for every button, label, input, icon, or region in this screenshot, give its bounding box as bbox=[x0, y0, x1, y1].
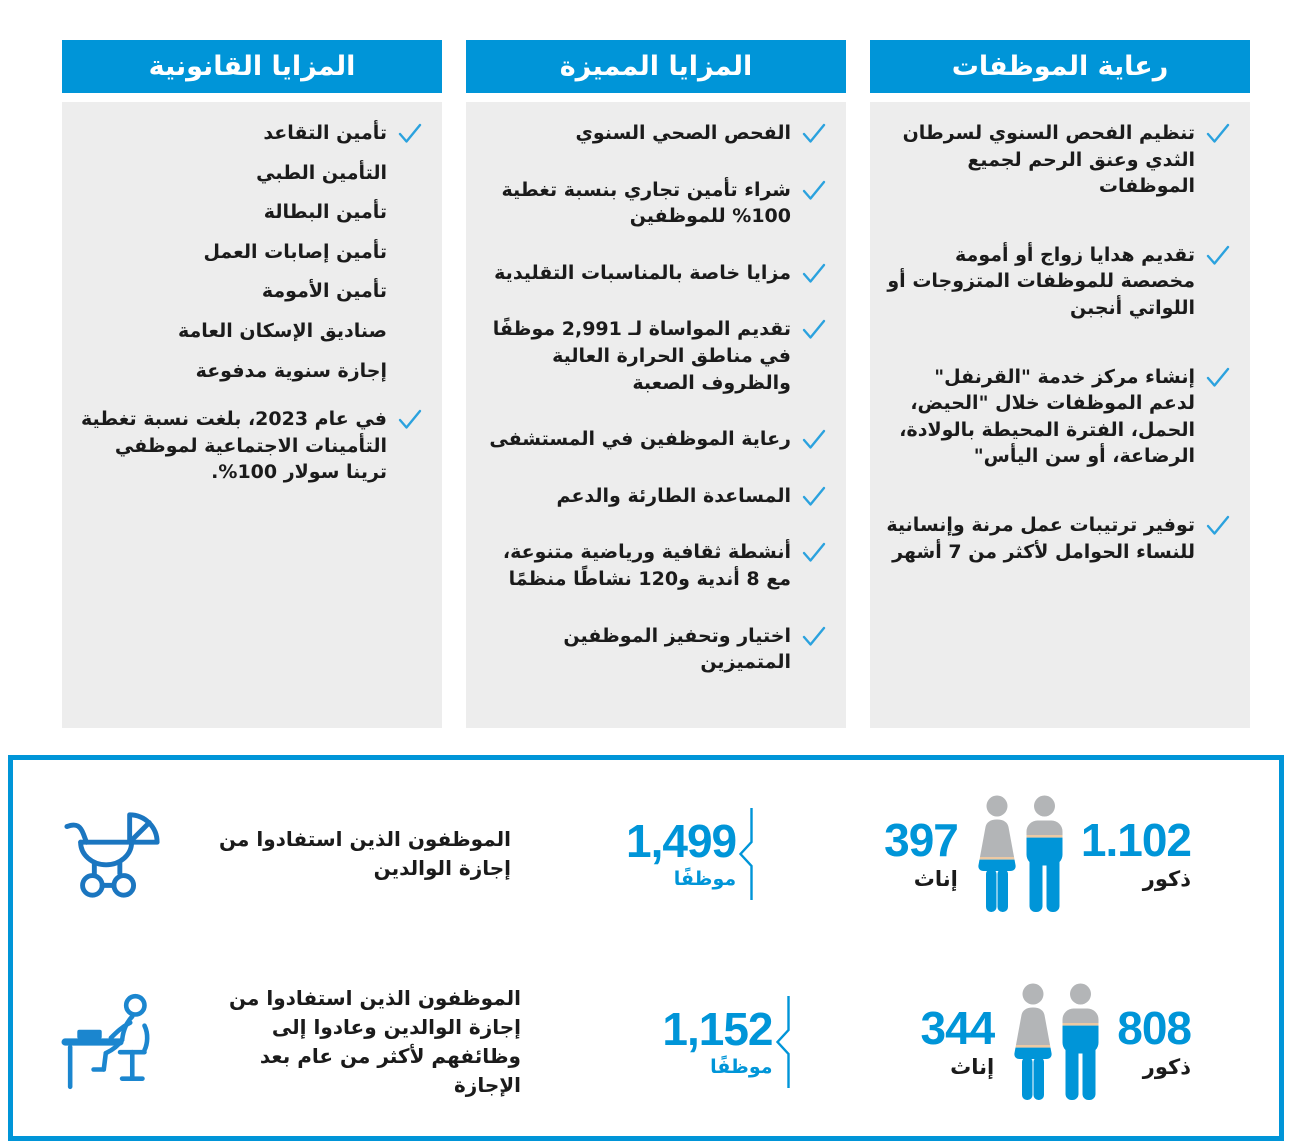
males-count-block bbox=[1080, 814, 1191, 891]
benefit-item-text: تأمين الأمومة bbox=[261, 280, 387, 303]
females-count-block bbox=[920, 1002, 995, 1079]
checkmark-icon bbox=[1204, 512, 1230, 536]
benefit-item-text: أنشطة ثقافية ورياضية متنوعة، مع 8 أندية و120 نشاطًا منظمًا bbox=[502, 541, 791, 590]
males-label: ذكور bbox=[1142, 867, 1191, 891]
benefit-item bbox=[76, 120, 422, 147]
column-special-benefits-title: المزايا المميزة bbox=[466, 40, 846, 93]
benefit-item-text: تأمين التقاعد bbox=[263, 122, 387, 144]
females-count-block bbox=[884, 814, 958, 891]
female-figure-icon bbox=[1008, 983, 1058, 1101]
column-legal-benefits bbox=[62, 40, 442, 728]
benefit-item bbox=[76, 239, 422, 266]
benefit-item bbox=[884, 242, 1230, 322]
males-label: ذكور bbox=[1142, 1055, 1191, 1079]
benefit-item bbox=[480, 483, 826, 510]
person-at-desk-icon bbox=[61, 991, 173, 1093]
females-count: 397 bbox=[884, 814, 958, 866]
check-spacer bbox=[396, 318, 422, 321]
total-unit: موظفًا bbox=[710, 1056, 773, 1078]
stat-row-label: الموظفون الذين استفادوا من إجازة الوالدين وعادوا إلى وظائفهم لأكثر من عام بعد الإجازة bbox=[229, 986, 521, 1097]
female-figure-icon bbox=[972, 795, 1022, 913]
check-spacer bbox=[396, 199, 422, 202]
column-legal-benefits-body bbox=[62, 102, 442, 728]
checkmark-icon bbox=[800, 539, 826, 563]
benefit-item bbox=[76, 199, 422, 226]
males-count-block bbox=[1117, 1002, 1191, 1079]
total-block bbox=[662, 1003, 773, 1078]
benefit-item-text: اختيار وتحفيز الموظفين المتميزين bbox=[563, 624, 791, 674]
males-count: 1.102 bbox=[1080, 814, 1191, 866]
male-figure-icon bbox=[1022, 795, 1067, 913]
total-count: 1,499 bbox=[626, 815, 737, 867]
checkmark-icon bbox=[800, 623, 826, 647]
brace-divider bbox=[736, 806, 754, 902]
parental-leave-panel bbox=[8, 755, 1284, 1141]
benefit-item bbox=[480, 260, 826, 287]
column-employee-care-title: رعاية الموظفات bbox=[870, 40, 1250, 93]
benefit-item bbox=[884, 364, 1230, 470]
column-employee-care bbox=[870, 40, 1250, 728]
benefit-item bbox=[480, 623, 826, 676]
checkmark-icon bbox=[396, 406, 422, 430]
females-label: إناث bbox=[913, 867, 958, 891]
male-figure-icon bbox=[1058, 983, 1103, 1101]
checkmark-icon bbox=[1204, 364, 1230, 388]
benefit-item-text: تنظيم الفحص السنوي لسرطان الثدي وعنق الرحم لجميع الموظفات bbox=[902, 122, 1195, 198]
check-spacer bbox=[396, 239, 422, 242]
benefit-item bbox=[76, 160, 422, 187]
benefit-item-text: رعاية الموظفين في المستشفى bbox=[489, 428, 791, 451]
stat-row-benefited bbox=[13, 760, 1279, 948]
benefit-item bbox=[884, 512, 1230, 565]
benefit-item-text: مزايا خاصة بالمناسبات التقليدية bbox=[494, 261, 791, 284]
benefit-item-text: شراء تأمين تجاري بنسبة تغطية 100% للموظفين bbox=[501, 178, 791, 228]
checkmark-icon bbox=[800, 483, 826, 507]
column-special-benefits-body bbox=[466, 102, 846, 728]
benefit-item-text: في عام 2023، بلغت نسبة تغطية التأمينات الاجتماعية لموظفي ترينا سولار 100%. bbox=[80, 408, 387, 484]
checkmark-icon bbox=[800, 426, 826, 450]
benefit-item-text: تقديم المواساة لـ 2,991 موظفًا في مناطق الحرارة العالية والظروف الصعبة bbox=[492, 318, 791, 394]
benefit-item-text: تأمين إصابات العمل bbox=[203, 240, 387, 263]
column-special-benefits bbox=[466, 40, 846, 728]
stat-row-label: الموظفون الذين استفادوا من إجازة الوالدين bbox=[219, 827, 511, 880]
stat-row-returned bbox=[13, 948, 1279, 1136]
total-block bbox=[626, 815, 737, 890]
column-employee-care-body bbox=[870, 102, 1250, 728]
males-group bbox=[1022, 795, 1191, 913]
benefit-item-text: توفير ترتيبات عمل مرنة وإنسانية للنساء الحوامل لأكثر من 7 أشهر bbox=[886, 513, 1195, 563]
checkmark-icon bbox=[800, 120, 826, 144]
check-spacer bbox=[396, 358, 422, 361]
brace-divider bbox=[773, 994, 791, 1090]
benefit-item bbox=[480, 120, 826, 147]
benefit-item-text: التأمين الطبي bbox=[256, 161, 387, 184]
checkmark-icon bbox=[396, 120, 422, 144]
check-spacer bbox=[396, 160, 422, 163]
benefit-item bbox=[76, 318, 422, 345]
females-count: 344 bbox=[920, 1002, 995, 1054]
checkmark-icon bbox=[1204, 242, 1230, 266]
benefit-item-text: تقديم هدايا زواج أو أمومة مخصصة للموظفات المتزوجات أو اللواتي أنجبن bbox=[887, 243, 1195, 319]
benefit-item bbox=[76, 358, 422, 385]
benefit-item bbox=[480, 316, 826, 396]
checkmark-icon bbox=[1204, 120, 1230, 144]
males-count: 808 bbox=[1117, 1002, 1191, 1054]
column-legal-benefits-title: المزايا القانونية bbox=[62, 40, 442, 93]
females-group bbox=[884, 795, 1022, 913]
benefit-item-text: الفحص الصحي السنوي bbox=[575, 122, 791, 144]
benefit-item bbox=[76, 278, 422, 305]
benefit-item bbox=[480, 426, 826, 453]
check-spacer bbox=[396, 278, 422, 281]
checkmark-icon bbox=[800, 316, 826, 340]
benefit-item-text: إنشاء مركز خدمة "القرنفل" لدعم الموظفات خلال "الحيض، الحمل، الفترة المحيطة بالولادة، الرضاعة، أو سن اليأس" bbox=[899, 365, 1195, 468]
benefit-item-text: المساعدة الطارئة والدعم bbox=[556, 484, 791, 507]
females-label: إناث bbox=[950, 1055, 995, 1079]
benefit-item-text: إجازة سنوية مدفوعة bbox=[195, 359, 387, 382]
females-group bbox=[921, 983, 1059, 1101]
benefit-item bbox=[76, 406, 422, 486]
checkmark-icon bbox=[800, 177, 826, 201]
benefit-item bbox=[480, 539, 826, 592]
benefit-item bbox=[480, 177, 826, 230]
total-unit: موظفًا bbox=[673, 868, 737, 890]
baby-stroller-icon bbox=[61, 803, 163, 905]
total-count: 1,152 bbox=[662, 1003, 773, 1055]
benefit-item-text: صناديق الإسكان العامة bbox=[177, 319, 387, 342]
males-group bbox=[1058, 983, 1191, 1101]
benefit-item-text: تأمين البطالة bbox=[263, 201, 387, 224]
benefit-item bbox=[884, 120, 1230, 200]
checkmark-icon bbox=[800, 260, 826, 284]
